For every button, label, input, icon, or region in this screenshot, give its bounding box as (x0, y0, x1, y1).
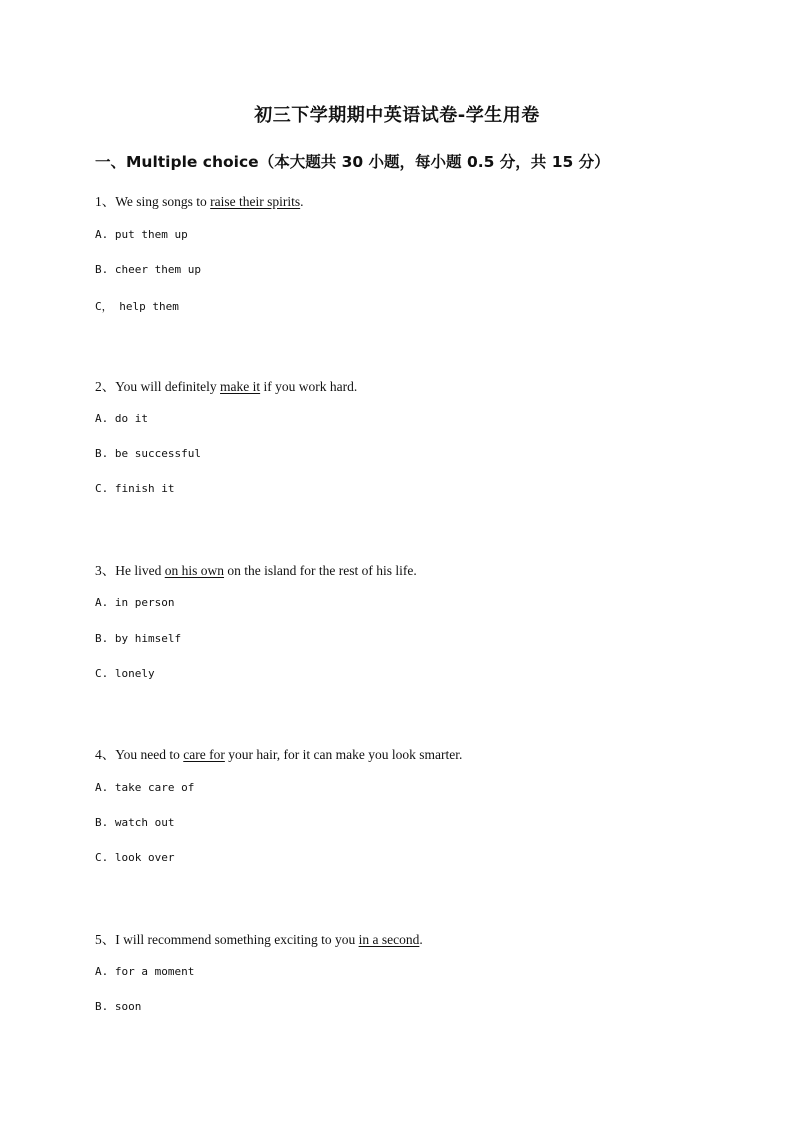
section-heading: 一、Multiple choice（本大题共 30 小题，每小题 0.5 分，共 15 分） (95, 153, 610, 171)
question-number: 3、 (95, 563, 116, 578)
page-title: 初三下学期期中英语试卷-学生用卷 (254, 105, 540, 126)
question-text: I will recommend something exciting to you (115, 932, 359, 947)
question-2 (95, 375, 357, 395)
option-c: C. finish it (95, 482, 175, 495)
question-text: He lived (115, 563, 165, 578)
question-text: on the island for the rest of his life. (224, 563, 417, 578)
option-a: A. put them up (95, 228, 188, 241)
option-b: B. watch out (95, 816, 175, 829)
option-a: A. take care of (95, 781, 195, 794)
underlined-phrase: raise their spirits (210, 194, 301, 209)
question-text: . (419, 932, 423, 947)
option-c: C. lonely (95, 667, 155, 680)
question-number: 2、 (95, 379, 116, 394)
question-number: 5、 (95, 932, 116, 947)
question-text: . (300, 194, 304, 209)
underlined-phrase: on his own (164, 563, 225, 578)
question-text: You need to (115, 747, 184, 762)
question-1 (95, 190, 304, 210)
option-a: A. do it (95, 412, 148, 425)
question-text: We sing songs to (115, 194, 211, 209)
question-text: if you work hard. (260, 379, 358, 394)
question-text: You will definitely (115, 379, 221, 394)
question-number: 1、 (95, 194, 116, 209)
question-5 (95, 928, 423, 948)
option-c: C， help them (95, 300, 179, 313)
option-a: A. for a moment (95, 965, 195, 978)
question-4 (95, 743, 462, 763)
question-3 (95, 559, 417, 579)
question-text: your hair, for it can make you look smarter. (224, 747, 463, 762)
underlined-phrase: care for (183, 747, 225, 762)
option-b: B. by himself (95, 632, 182, 645)
underlined-phrase: in a second (358, 932, 420, 947)
option-c: C. look over (95, 851, 175, 864)
question-number: 4、 (95, 747, 116, 762)
option-b: B. be successful (95, 447, 201, 460)
option-b: B. soon (95, 1000, 142, 1013)
option-b: B. cheer them up (95, 263, 201, 276)
option-a: A. in person (95, 596, 175, 609)
underlined-phrase: make it (220, 379, 261, 394)
